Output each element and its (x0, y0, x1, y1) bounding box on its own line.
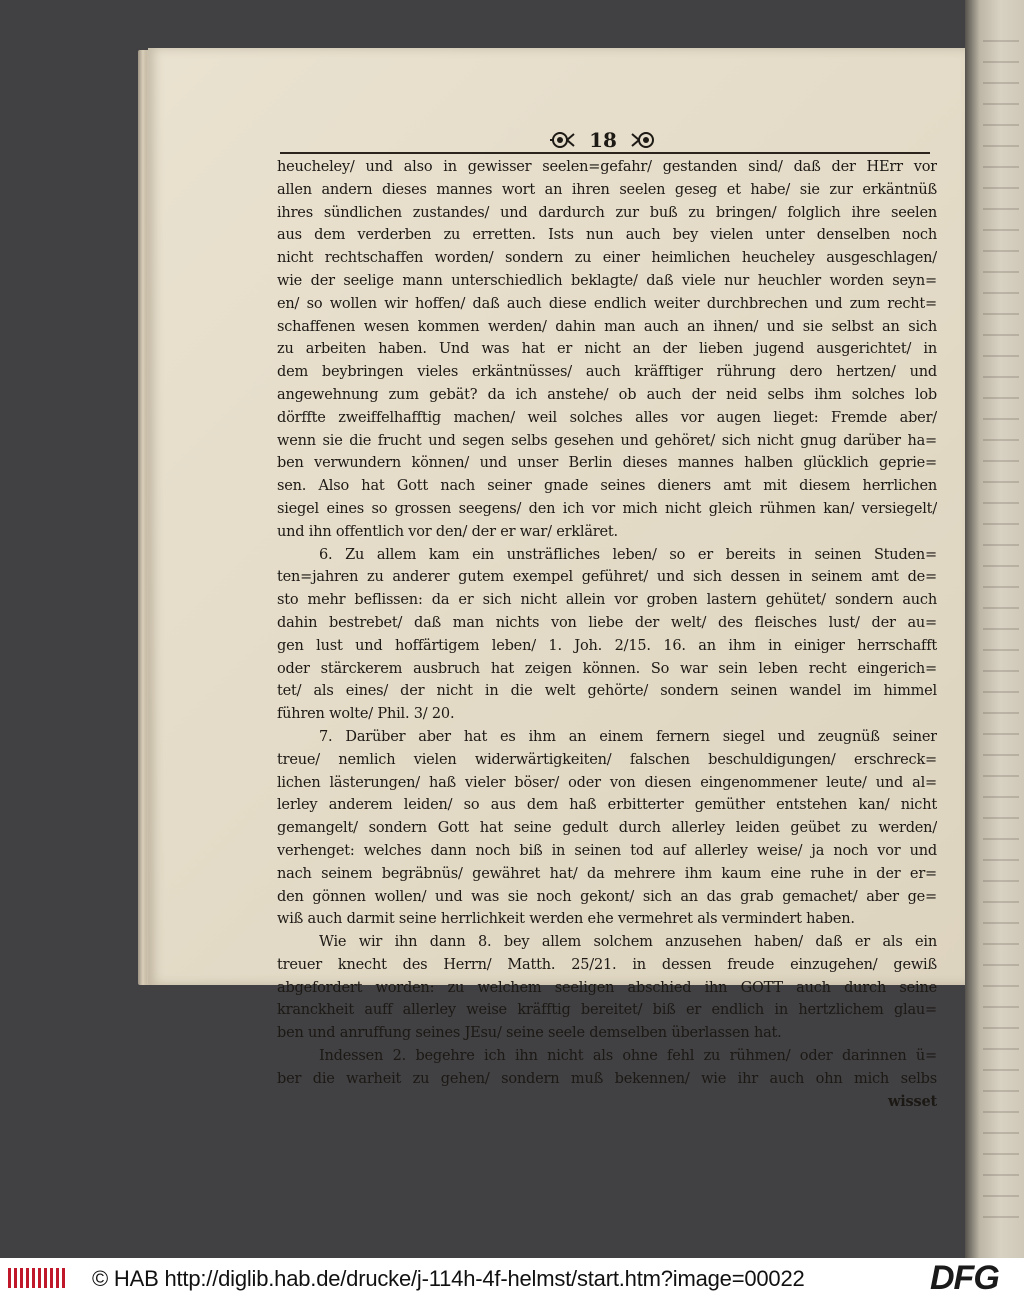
left-ornament-icon (550, 130, 580, 150)
text-line: verhenget: welches dann noch biß in seinen tod auf allerley weise/ ja noch vor und (277, 842, 937, 859)
text-line: führen wolte/ Phil. 3/ 20. (277, 706, 455, 723)
text-line: zu arbeiten haben. Und was hat er nicht an der lieben jugend ausgerichtet/ in (277, 341, 937, 358)
copyright-text: © HAB http://diglib.hab.de/drucke/j-114h-4f-helmst/start.htm?image=00022 (92, 1266, 805, 1291)
text-line: ben verwundern können/ und unser Berlin dieses mannes halben glücklich geprie= (277, 455, 937, 472)
text-line: heucheley/ und also in gewisser seelen=gefahr/ gestanden sind/ daß der HErr vor (277, 159, 937, 175)
text-line: en/ so wollen wir hoffen/ daß auch diese endlich weiter durchbrechen und zum recht= (277, 295, 937, 312)
hab-logo-icon (6, 1266, 70, 1290)
text-line: abgefordert worden: zu welchem seeligen abschied ihn GOTT auch durch seine (277, 979, 937, 996)
right-ornament-icon (626, 130, 656, 150)
text-line: oder stärckerem ausbruch hat zeigen können. So war sein leben recht eingerich= (277, 660, 937, 677)
text-line: ihres sündlichen zustandes/ und dardurch zur buß zu bringen/ folglich ihre seelen (277, 204, 937, 221)
text-line: wiß auch darmit seine herrlichkeit werden ehe vermehret als vermindert haben. (277, 911, 855, 928)
text-line: dem beybringen vieles erkäntnüsses/ auch kräfftiger rührung dero hertzen/ und (277, 364, 937, 381)
text-line: dahin bestrebet/ daß man nichts von liebe der welt/ des fleisches lust/ der au= (277, 614, 937, 631)
body-text (277, 156, 937, 1113)
text-line: schaffenen wesen kommen werden/ dahin man auch an ihnen/ und sie selbst an sich (277, 318, 937, 335)
text-line: aus dem verderben zu erretten. Ists nun auch bey vielen unter denselben noch (277, 227, 937, 244)
text-line: gemangelt/ sondern Gott hat seine gedult durch allerley leiden geübet zu werden/ (277, 820, 937, 837)
text-line: 6. Zu allem kam ein unsträfliches leben/ so er bereits in seinen Studen= (319, 546, 937, 563)
book-page (148, 48, 965, 1110)
text-line: treuer knecht des Herrn/ Matth. 25/21. in dessen freude einzugehen/ gewiß (277, 956, 937, 973)
text-line: ben und anruffung seines JEsu/ seine seele demselben überlassen hat. (277, 1025, 782, 1042)
text-line: gen lust und hoffärtigem leben/ 1. Joh. 2/15. 16. an ihm in einiger herrschafft (277, 637, 937, 654)
text-line: 7. Darüber aber hat es ihm an einem fernern siegel und zeugnüß seiner (319, 728, 937, 745)
catchword: wisset (887, 1092, 937, 1110)
text-line: tet/ als eines/ der nicht in die welt gehörte/ sondern seinen wandel im himmel (277, 683, 937, 700)
text-line: wie der seelige mann unterschiedlich beklagte/ daß viele nur heuchler worden seyn= (277, 272, 937, 289)
facing-page-edge (965, 0, 1024, 1258)
text-line: ten=jahren zu anderer gutem exempel geführet/ und sich dessen in seinem amt de= (277, 569, 937, 586)
text-line: sto mehr beflissen: da er sich nicht allein vor groben lastern gehütet/ sondern auch (277, 592, 937, 609)
text-line: sen. Also hat Gott nach seiner gnade seines dieners amt mit diesem herrlichen (277, 478, 937, 495)
text-line: Indessen 2. begehre ich ihn nicht als ohne fehl zu rühmen/ oder darinnen ü= (319, 1048, 937, 1065)
text-line: ber die warheit zu gehen/ sondern muß bekennen/ wie ihr auch ohn mich selbs (277, 1070, 937, 1087)
text-line: lerley anderem leiden/ so aus dem haß erbitterter gemüther entstehen kan/ nicht (277, 797, 937, 814)
text-line: nicht rechtschaffen worden/ sondern zu einer heimlichen heucheley ausgeschlagen/ (277, 250, 937, 267)
dfg-logo: DFG (930, 1259, 999, 1297)
page-number: 18 (589, 127, 617, 152)
header-rule (280, 152, 930, 154)
page-header (278, 126, 928, 152)
text-line: treue/ nemlich vielen widerwärtigkeiten/ falschen beschuldigungen/ erschreck= (277, 751, 937, 768)
text-line: dörffte zweiffelhafftig machen/ weil solches alles vor augen lieget: Fremde aber/ (277, 409, 937, 426)
text-line: den gönnen wollen/ und was sie noch gekont/ sich an das grab gemachet/ aber ge= (277, 888, 937, 905)
footer-bar (0, 1258, 1024, 1299)
text-line: lichen lästerungen/ haß vieler böser/ oder von diesen eingenommener leute/ und al= (277, 774, 937, 791)
text-line: und ihn offentlich vor den/ der er war/ erkläret. (277, 523, 618, 540)
text-line: wenn sie die frucht und segen selbs gesehen und gehöret/ sich nicht gnug darüber ha= (277, 432, 937, 449)
text-line: nach seinem begräbnüs/ gewähret hat/ da mehrere ihm kaum eine ruhe in der er= (277, 865, 937, 882)
text-line: allen andern dieses mannes wort an ihren seelen geseg et habe/ sie zur erkäntnüß (277, 181, 937, 198)
text-line: kranckheit auff allerley weise kräfftig bereitet/ biß er endlich in hertzlichem glau= (277, 1002, 937, 1019)
text-line: angewehnung zum gebät? da ich anstehe/ ob auch der neid selbs ihm solches lob (277, 386, 937, 403)
text-line: siegel eines so grossen seegens/ den ich vor mich nicht gleich rühmen kan/ versiegelt/ (277, 500, 937, 517)
text-line: Wie wir ihn dann 8. bey allem solchem anzusehen haben/ daß er als ein (319, 934, 937, 951)
